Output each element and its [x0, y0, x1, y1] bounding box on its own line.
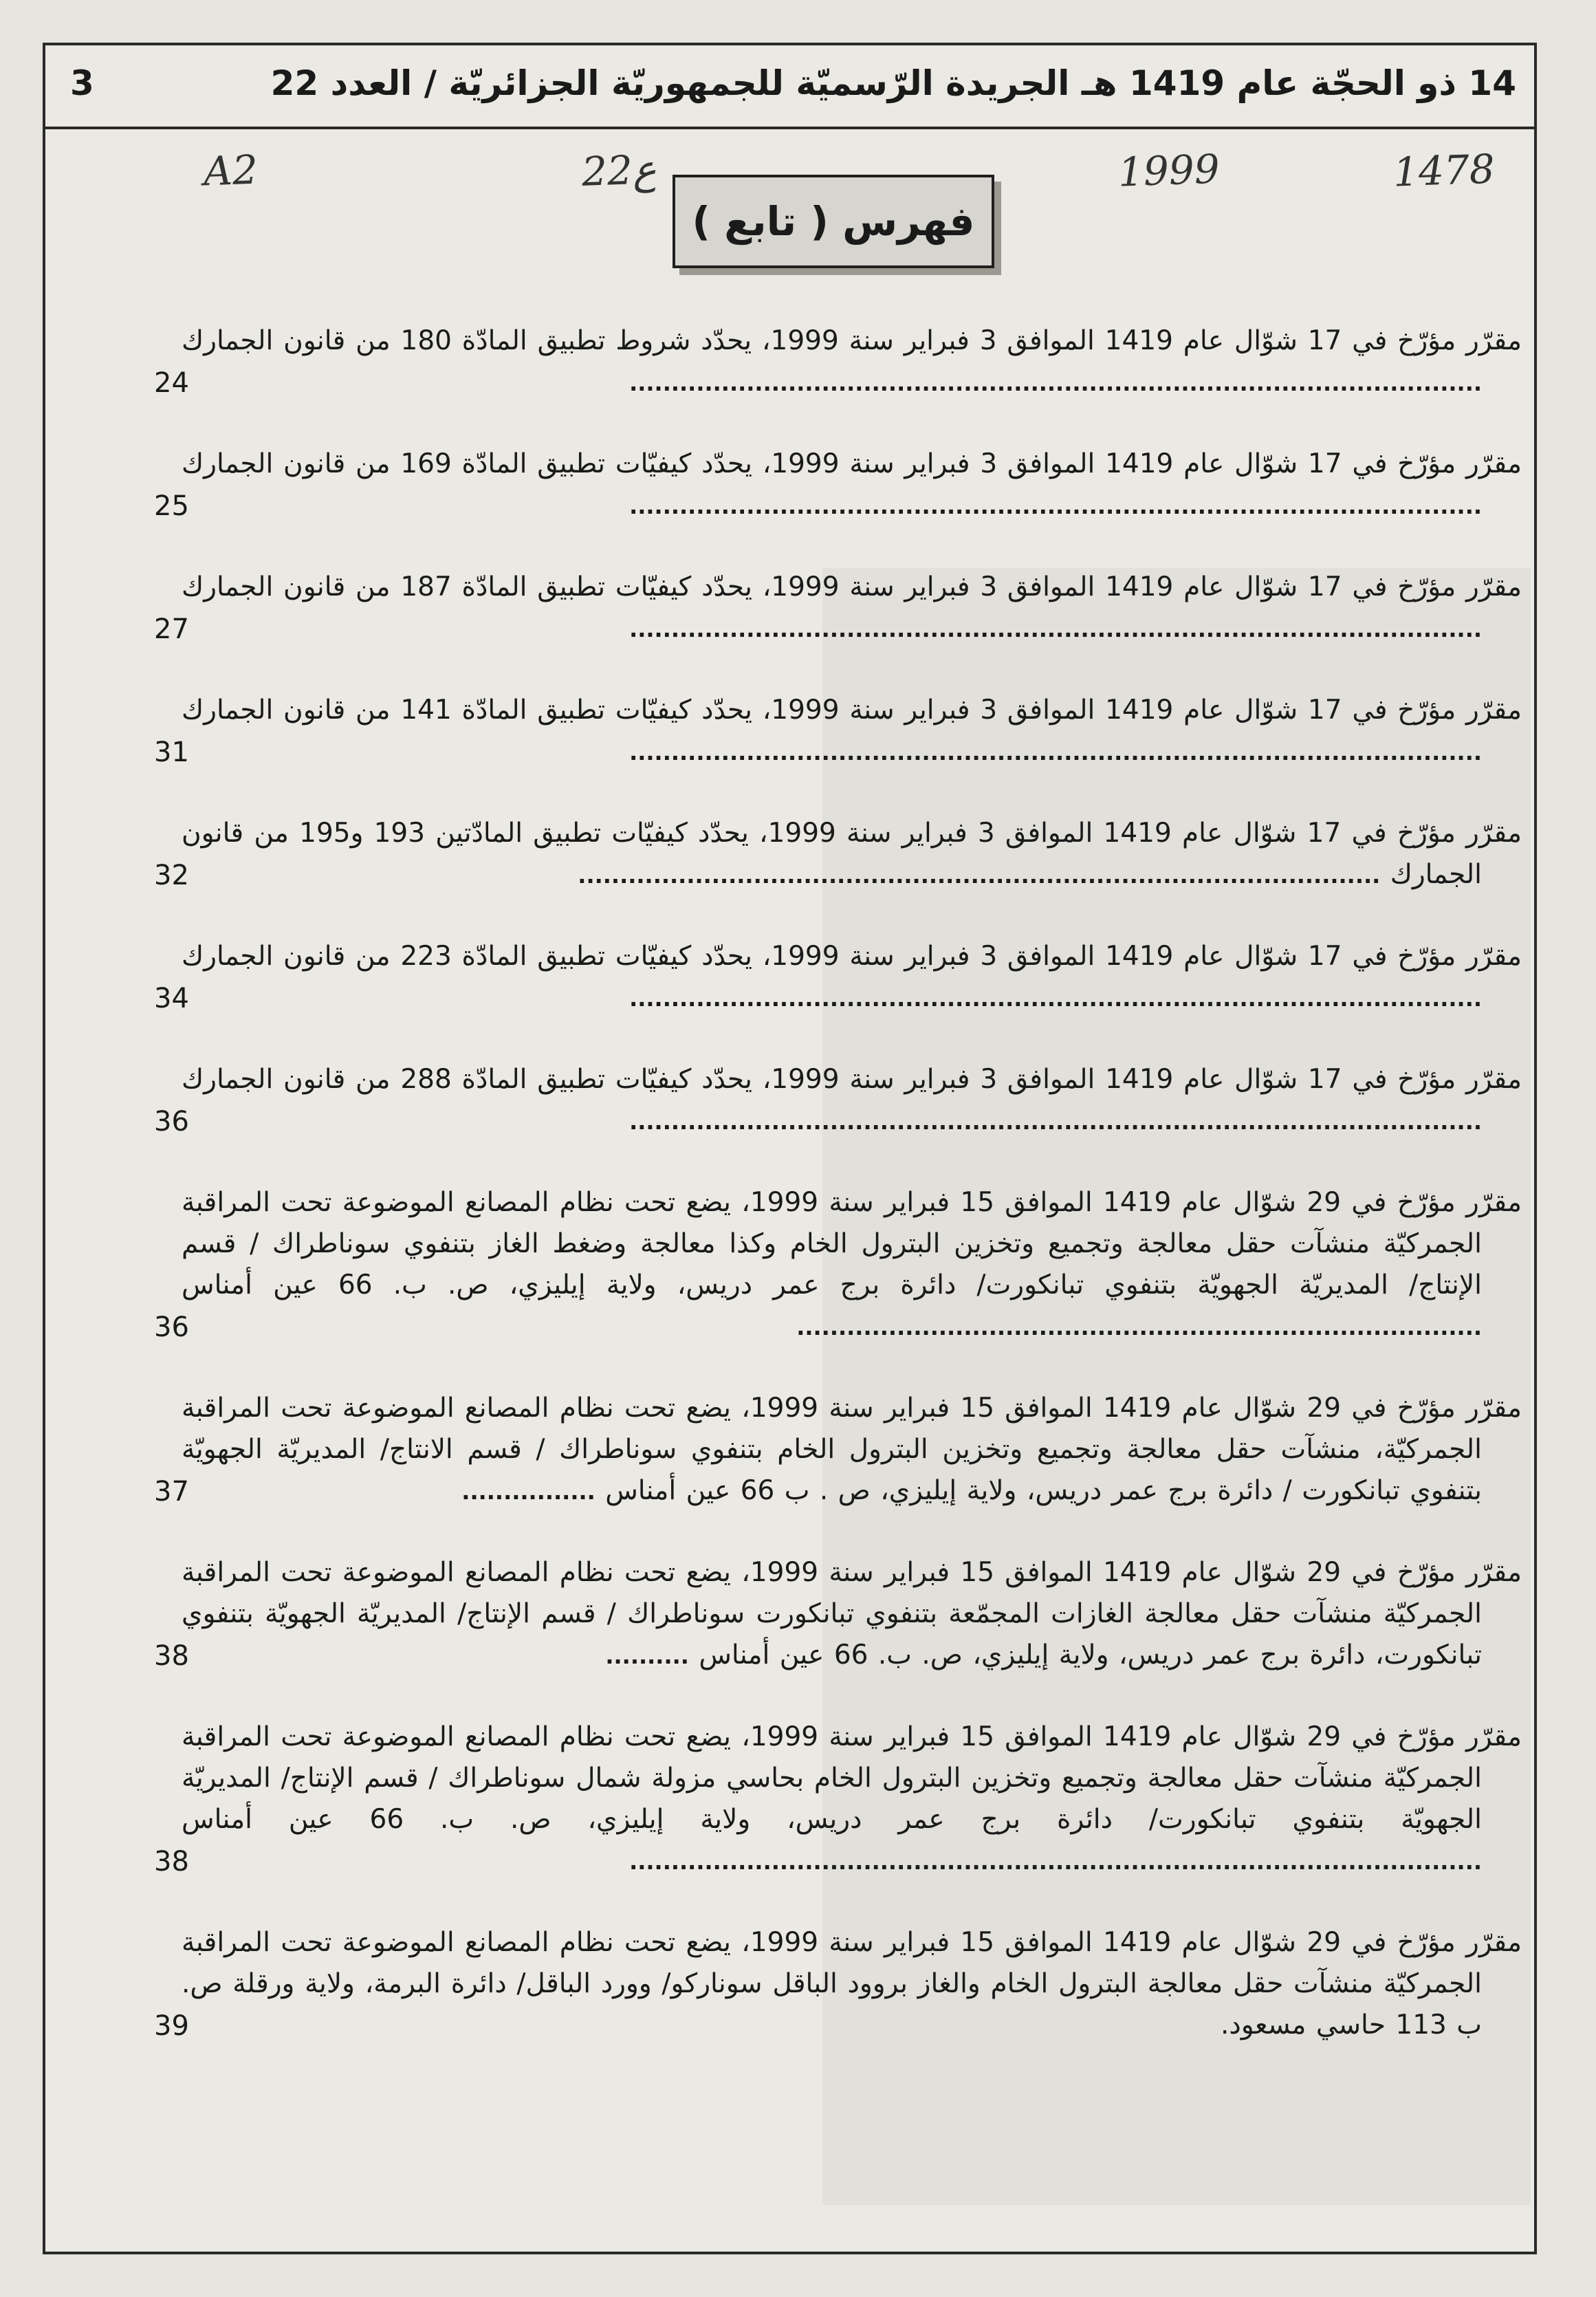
- index-entries: [45, 320, 1534, 2087]
- entry-title: مقرّر مؤرّخ في 17 شوّال عام 1419 الموافق 3 فبراير سنة 1999، يحدّد كيفيّات تطبيق المادّة 169 من قانون الجمارك: [182, 448, 1522, 479]
- entry-page-number: 32: [154, 860, 189, 891]
- entry-title: مقرّر مؤرّخ في 29 شوّال عام 1419 الموافق 15 فبراير سنة 1999، يضع تحت نظام المصانع الموضوعة تحت المراقبة الجمركيّة منشآت حقل معالجة الغازات المجمّعة بتنفوي تبانكورت سوناطراك / قسم الإنتاج/ المديريّة الجهويّة بتنفوي تبانكورت، دائرة برج عمر دريس، ولاية إيليزي، ص. ب. 66 عين أمناس: [182, 1557, 1522, 1670]
- entry-page-number: 34: [154, 983, 189, 1014]
- entry-page-number: 39: [154, 2010, 189, 2042]
- entry-title: مقرّر مؤرّخ في 17 شوّال عام 1419 الموافق 3 فبراير سنة 1999، يحدّد كيفيّات تطبيق المادّة 223 من قانون الجمارك: [182, 941, 1522, 972]
- entry-text: [182, 1388, 1522, 1512]
- page-number: 3: [70, 63, 94, 103]
- dot-leader: ......................................................................................................: [629, 1849, 1482, 1875]
- entry-title: مقرّر مؤرّخ في 29 شوّال عام 1419 الموافق 15 فبراير سنة 1999، يضع تحت نظام المصانع الموضوعة تحت المراقبة الجمركيّة، منشآت حقل معالجة وتجميع وتخزين البترول الخام بتنفوي سوناطراك / قسم الانتاج/ المديريّة الجهويّة بتنفوي تبانكورت / دائرة برج عمر دريس، ولاية إيليزي، ص . ب 66 عين أمناس: [182, 1393, 1522, 1506]
- dot-leader: ................................................................................................: [578, 862, 1381, 889]
- entry-title: مقرّر مؤرّخ في 17 شوّال عام 1419 الموافق 3 فبراير سنة 1999، يحدّد كيفيّات تطبيق المادّة 288 من قانون الجمارك: [182, 1064, 1522, 1095]
- handwritten-note-issue: 22ع: [580, 146, 657, 195]
- entry-title: مقرّر مؤرّخ في 29 شوّال عام 1419 الموافق 15 فبراير سنة 1999، يضع تحت نظام المصانع الموضوعة تحت المراقبة الجمركيّة منشآت حقل معالجة وتجميع وتخزين البترول الخام وكذا معالجة وضغط الغاز بتنفوي سوناطراك / قسم الإنتاج/ المديريّة الجهويّة بتنفوي تبانكورت/ دائرة برج عمر دريس، ولاية إيليزي، ص. ب. 66 عين أمناس: [182, 1187, 1522, 1300]
- entry-title: مقرّر مؤرّخ في 17 شوّال عام 1419 الموافق 3 فبراير سنة 1999، يحدّد كيفيّات تطبيق المادّة 141 من قانون الجمارك: [182, 695, 1522, 726]
- dot-leader: ..........: [605, 1643, 689, 1669]
- index-entry: [58, 690, 1522, 773]
- entry-text: [182, 567, 1522, 650]
- index-entry: [58, 1717, 1522, 1882]
- entry-text: [182, 444, 1522, 527]
- document-page: [43, 43, 1537, 2254]
- handwritten-note-a2: A2: [202, 146, 259, 195]
- entry-page-number: 25: [154, 490, 189, 522]
- entry-page-number: 38: [154, 1846, 189, 1877]
- entry-page-number: 24: [154, 367, 189, 399]
- index-entry: [58, 1552, 1522, 1677]
- entry-page-number: 31: [154, 737, 189, 768]
- entry-title: مقرّر مؤرّخ في 17 شوّال عام 1419 الموافق 3 فبراير سنة 1999، يحدّد شروط تطبيق المادّة 180 من قانون الجمارك: [182, 325, 1522, 356]
- index-entry: [58, 1059, 1522, 1142]
- entry-text: [182, 1922, 1522, 2047]
- page-header: [45, 45, 1534, 129]
- dot-leader: ................: [461, 1479, 595, 1505]
- index-entry: [58, 444, 1522, 527]
- entry-page-number: 38: [154, 1640, 189, 1672]
- dot-leader: ......................................................................................................: [629, 986, 1482, 1012]
- dot-leader: ......................................................................................................: [629, 493, 1482, 519]
- entry-title: مقرّر مؤرّخ في 17 شوّال عام 1419 الموافق 3 فبراير سنة 1999، يحدّد كيفيّات تطبيق المادّة 187 من قانون الجمارك: [182, 571, 1522, 602]
- dot-leader: ......................................................................................................: [629, 616, 1482, 642]
- entry-text: [182, 1717, 1522, 1882]
- index-entry: [58, 936, 1522, 1019]
- entry-text: [182, 936, 1522, 1019]
- handwritten-note-code: 1478: [1392, 145, 1496, 196]
- index-entry: [58, 1388, 1522, 1512]
- entry-title: مقرّر مؤرّخ في 29 شوّال عام 1419 الموافق 15 فبراير سنة 1999، يضع تحت نظام المصانع الموضوعة تحت المراقبة الجمركيّة منشآت حقل معالجة وتجميع وتخزين البترول الخام بحاسي مزولة شمال سوناطراك / قسم الإنتاج/ المديريّة الجهويّة بتنفوي تبانكورت/ دائرة برج عمر دريس، ولاية إيليزي، ص. ب. 66 عين أمناس: [182, 1721, 1522, 1835]
- entry-text: [182, 320, 1522, 404]
- entry-page-number: 36: [154, 1106, 189, 1137]
- index-entry: [58, 320, 1522, 404]
- issue-line: 14 ذو الحجّة عام 1419 هـ الجريدة الرّسميّة للجمهوريّة الجزائريّة / العدد 22: [270, 63, 1516, 103]
- index-entry: [58, 1182, 1522, 1348]
- entry-text: [182, 813, 1522, 896]
- handwritten-note-year: 1999: [1117, 145, 1221, 196]
- index-title: فهرس ( تابع ): [692, 198, 975, 245]
- index-entry: [58, 567, 1522, 650]
- entry-text: [182, 1182, 1522, 1348]
- entry-title: مقرّر مؤرّخ في 17 شوّال عام 1419 الموافق 3 فبراير سنة 1999، يحدّد كيفيّات تطبيق المادّتين 193 و195 من قانون الجمارك: [182, 818, 1522, 890]
- index-entry: [58, 1922, 1522, 2047]
- entry-text: [182, 1552, 1522, 1677]
- dot-leader: ......................................................................................................: [629, 739, 1482, 765]
- entry-text: [182, 1059, 1522, 1142]
- entry-page-number: 36: [154, 1311, 189, 1343]
- index-entry: [58, 813, 1522, 896]
- index-title-box: [673, 175, 994, 268]
- entry-title: مقرّر مؤرّخ في 29 شوّال عام 1419 الموافق 15 فبراير سنة 1999، يضع تحت نظام المصانع الموضوعة تحت المراقبة الجمركيّة منشآت حقل معالجة البترول الخام والغاز بروود الباقل سوناركو/ وورد الباقل/ دائرة البرمة، ولاية ورقلة ص. ب 113 حاسي مسعود.: [182, 1927, 1522, 2040]
- entry-text: [182, 690, 1522, 773]
- dot-leader: ..................................................................................: [796, 1314, 1482, 1340]
- dot-leader: ......................................................................................................: [629, 1109, 1482, 1135]
- dot-leader: ......................................................................................................: [629, 370, 1482, 396]
- entry-page-number: 37: [154, 1476, 189, 1507]
- entry-page-number: 27: [154, 613, 189, 645]
